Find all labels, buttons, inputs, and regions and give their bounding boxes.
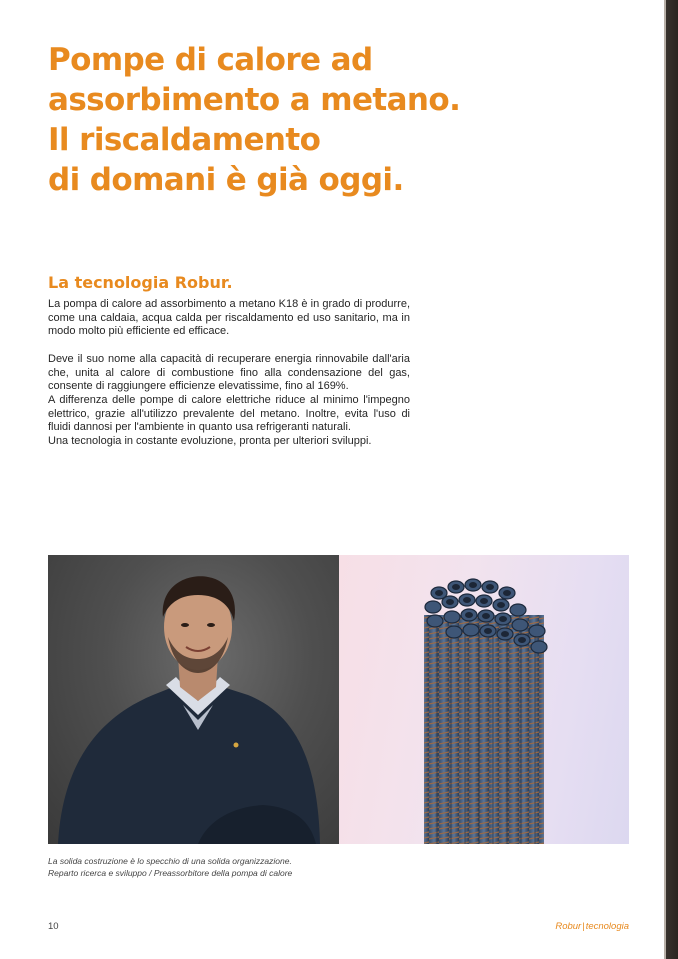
paragraph-1: La pompa di calore ad assorbimento a metano K18 è in grado di produrre, come una caldaia, acqua calda per riscaldamento ed uso sanitario, ma in modo molto più efficiente ed efficace. bbox=[48, 298, 410, 338]
headline-line-2: assorbimento a metano. bbox=[48, 82, 461, 118]
caption-line-2: Reparto ricerca e sviluppo / Preassorbitore della pompa di calore bbox=[48, 868, 293, 878]
caption-line-1: La solida costruzione è lo specchio di una solida organizzazione. bbox=[48, 856, 292, 866]
paragraph-4: Una tecnologia in costante evoluzione, pronta per ulteriori sviluppi. bbox=[48, 435, 372, 448]
portrait-illustration bbox=[48, 555, 339, 844]
body-text bbox=[48, 298, 410, 449]
section-title: La tecnologia Robur. bbox=[48, 273, 233, 292]
footer-section: tecnologia bbox=[585, 921, 629, 932]
headline bbox=[48, 40, 468, 200]
headline-line-3: Il riscaldamento bbox=[48, 122, 321, 158]
paragraph-2: Deve il suo nome alla capacità di recuperare energia rinnovabile dall'aria che, unita al calore di combustione fino alla condensazione del gas, consente di raggiungere efficienze elevatissime, fino al 169%. bbox=[48, 352, 410, 393]
footer-brand: Robur bbox=[555, 921, 582, 932]
page-number: 10 bbox=[48, 921, 59, 932]
portrait-photo bbox=[48, 555, 339, 844]
photo-caption bbox=[48, 855, 448, 879]
page-edge-strip bbox=[664, 0, 678, 959]
preabsorber-photo bbox=[339, 555, 629, 844]
headline-line-4: di domani è già oggi. bbox=[48, 162, 404, 198]
footer-section-label bbox=[555, 921, 629, 932]
footer-separator: | bbox=[582, 921, 585, 932]
paragraph-3: A differenza delle pompe di calore elettriche riduce al minimo l'impegno elettrico, grazie all'utilizzo prevalente del metano. Inoltre, evita l'uso di fluidi dannosi per l'ambiente in quanto usa refrigeranti naturali. bbox=[48, 393, 410, 434]
headline-line-1: Pompe di calore ad bbox=[48, 42, 373, 78]
coiled-tubes-illustration bbox=[339, 555, 629, 844]
